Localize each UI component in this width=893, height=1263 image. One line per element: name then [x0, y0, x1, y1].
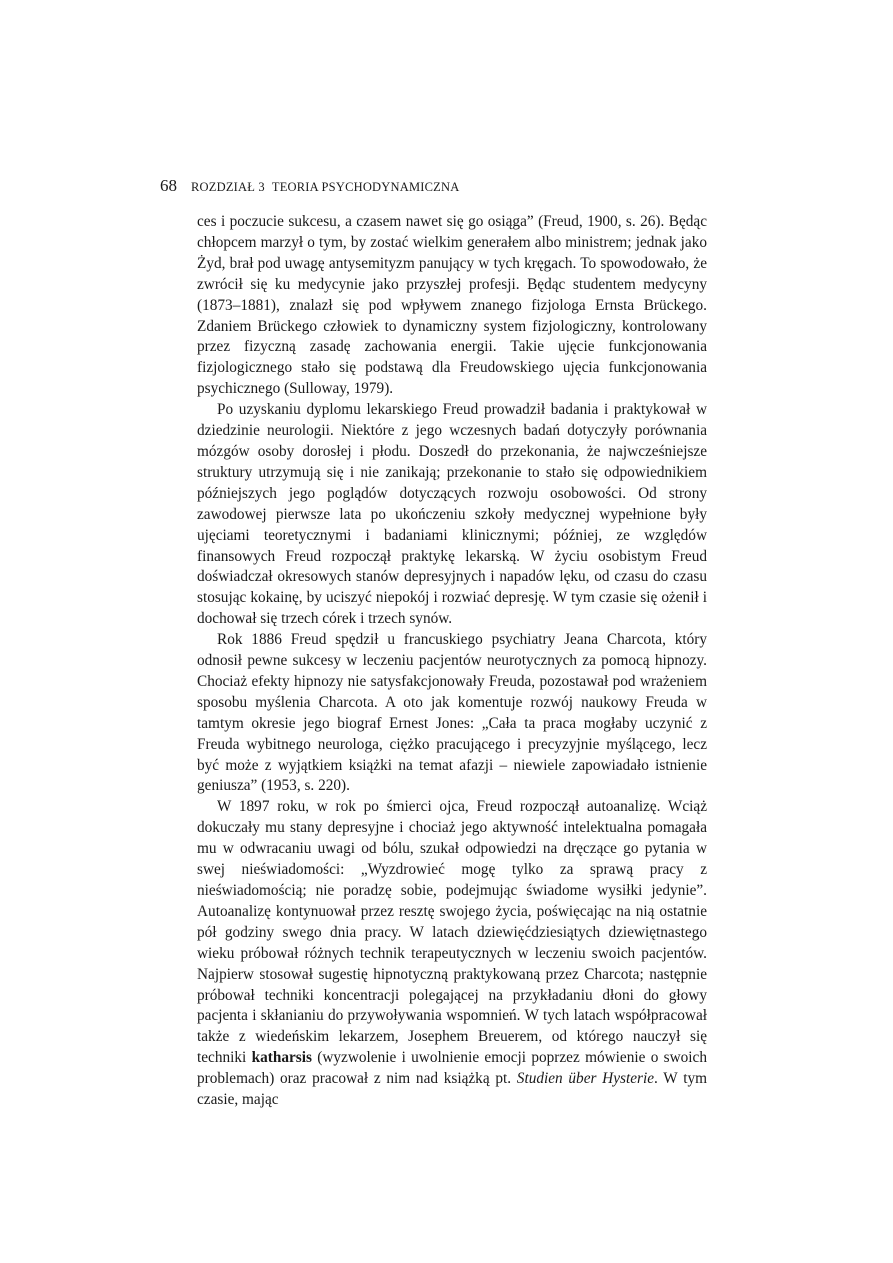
paragraph-4-text-b: (wyzwolenie i uwolnienie emocji poprzez mówienie o swoich problemach) oraz pracował z nim nad książką pt.: [197, 1049, 707, 1088]
term-katharsis: katharsis: [251, 1049, 312, 1067]
page-header: [160, 176, 720, 198]
paragraph-4-text-c: . W tym czasie, mając: [197, 1070, 707, 1109]
body-text: [197, 212, 707, 1111]
chapter-label: ROZDZIAŁ 3: [191, 180, 265, 194]
paragraph-4: [197, 797, 707, 1111]
paragraph-2: Po uzyskaniu dyplomu lekarskiego Freud prowadził badania i praktykował w dziedzinie neurologii. Niektóre z jego wczesnych badań dotyczyły porównania mózgów osoby dorosłej i płodu. Doszedł do przekonania, że najwcześniejsze struktury utrzymują się i nie zanikają; przekonanie to stało się odpowiednikiem późniejszych jego poglądów dotyczących rozwoju osobowości. Od strony zawodowej pierwsze lata po ukończeniu szkoły medycznej wypełnione były ujęciami teoretycznymi i badaniami klinicznymi; później, ze względów finansowych Freud rozpoczął praktykę lekarską. W życiu osobistym Freud doświadczał okresowych stanów depresyjnych i napadów lęku, od czasu do czasu stosując kokainę, by uciszyć niepokój i rozwiać depresję. W tym czasie się ożenił i dochował się trzech córek i trzech synów.: [197, 401, 707, 628]
running-head: [191, 180, 459, 195]
chapter-title: TEORIA PSYCHODYNAMICZNA: [271, 180, 460, 194]
paragraph-4-text-a: W 1897 roku, w rok po śmierci ojca, Freud rozpoczął autoanalizę. Wciąż dokuczały mu stany depresyjne i chociaż jego aktywność intelektualna pomagała mu w odwracaniu uwagi od bólu, szukał odpowiedzi na dręczące go pytania w swej nieświadomości: „Wyzdrowieć mogę tylko za sprawą pracy z nieświadomością; nie poradzę sobie, podejmując świadome wysiłki jedynie”. Autoanalizę kontynuował przez resztę swojego życia, poświęcając na nią ostatnie pół godziny swego dnia pracy. W latach dziewięćdziesiątych dziewiętnastego wieku próbował różnych technik terapeutycznych w leczeniu swoich pacjentów. Najpierw stosował sugestię hipnotyczną praktykowaną przez Charcota; następnie próbował techniki koncentracji polegającej na przykładaniu dłoni do głowy pacjenta i skłanianiu do przywoływania wspomnień. W tych latach współpracował także z wiedeńskim lekarzem, Josephem Breuerem, od którego nauczył się techniki: [197, 798, 707, 1067]
paragraph-3: Rok 1886 Freud spędził u francuskiego psychiatry Jeana Charcota, który odnosił pewne sukcesy w leczeniu pacjentów neurotycznych za pomocą hipnozy. Chociaż efekty hipnozy nie satysfakcjonowały Freuda, pozostawał pod wrażeniem sposobu myślenia Charcota. A oto jak komentuje rozwój naukowy Freuda w tamtym okresie jego biograf Ernest Jones: „Cała ta praca mogłaby uczynić z Freuda wybitnego neurologa, ciężko pracującego i precyzyjnie myślącego, lecz być może z wyjątkiem książki na temat afazji – niewiele zapowiadało istnienie geniusza” (1953, s. 220).: [197, 631, 707, 795]
book-title: Studien über Hysterie: [516, 1070, 655, 1088]
paragraph-1: ces i poczucie sukcesu, a czasem nawet się go osiąga” (Freud, 1900, s. 26). Będąc chłopcem marzył o tym, by zostać wielkim generałem albo ministrem; jednak jako Żyd, brał pod uwagę antysemityzm panujący w tych kręgach. To spowodowało, że zwrócił się ku medycynie jako przyszłej profesji. Będąc studentem medycyny (1873–1881), znalazł się pod wpływem znanego fizjologa Ernsta Brückego. Zdaniem Brückego człowiek to dynamiczny system fizjologiczny, kontrolowany przez fizyczną zasadę zachowania energii. Takie ujęcie funkcjonowania fizjologicznego stało się podstawą dla Freudowskiego ujęcia funkcjonowania psychicznego (Sulloway, 1979).: [197, 213, 707, 398]
page-number: 68: [160, 176, 177, 195]
